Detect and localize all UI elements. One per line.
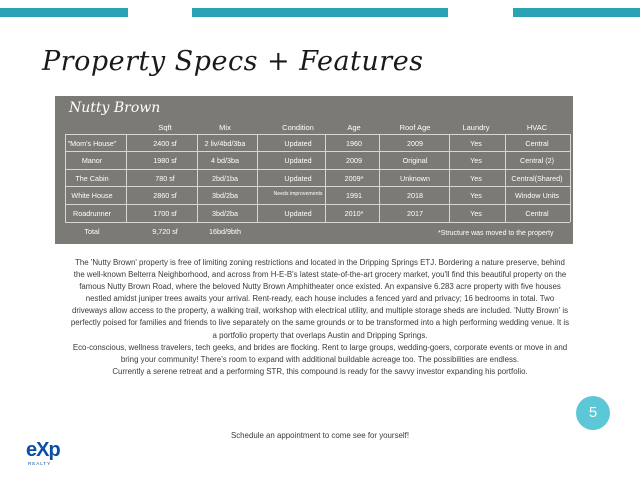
table-row-label: The Cabin bbox=[75, 174, 109, 183]
table-cell: 2018 bbox=[407, 191, 423, 200]
table-cell: Yes bbox=[470, 209, 482, 218]
table-cell: Central bbox=[525, 139, 549, 148]
page-number-badge: 5 bbox=[576, 396, 610, 430]
grid-line-vertical bbox=[197, 134, 198, 222]
table-cell: Central (2) bbox=[520, 156, 554, 165]
grid-line-horizontal bbox=[65, 134, 570, 135]
table-cell: 1980 sf bbox=[153, 156, 177, 165]
grid-line-vertical bbox=[65, 134, 66, 222]
table-cell: 2009 bbox=[346, 156, 362, 165]
table-cell: 1960 bbox=[346, 139, 362, 148]
table-cell: Yes bbox=[470, 191, 482, 200]
grid-line-horizontal bbox=[65, 169, 570, 170]
grid-line-vertical bbox=[449, 134, 450, 222]
total-row-label: Total bbox=[84, 227, 100, 236]
table-cell: Updated bbox=[284, 139, 312, 148]
table-cell: 2010* bbox=[344, 209, 364, 218]
table-row-label: White House bbox=[71, 191, 113, 200]
table-cell: Yes bbox=[470, 139, 482, 148]
table-cell: Updated bbox=[284, 156, 312, 165]
table-footnote: *Structure was moved to the property bbox=[438, 230, 554, 237]
grid-line-vertical bbox=[126, 134, 127, 222]
page-title: Property Specs + Features bbox=[42, 46, 424, 77]
grid-line-horizontal bbox=[65, 151, 570, 152]
column-header-laundry: Laundry bbox=[462, 123, 490, 132]
table-cell: 2860 sf bbox=[153, 191, 177, 200]
table-row-label: Roadrunner bbox=[73, 209, 111, 218]
table-cell: 2400 sf bbox=[153, 139, 177, 148]
table-cell: 2009* bbox=[344, 174, 364, 183]
table-cell: Updated bbox=[284, 209, 312, 218]
table-cell: Yes bbox=[470, 174, 482, 183]
table-cell: 4 bd/3ba bbox=[211, 156, 239, 165]
table-row-label: "Mom's House" bbox=[67, 139, 117, 148]
table-cell: 3bd/2ba bbox=[212, 191, 238, 200]
grid-line-vertical bbox=[257, 134, 258, 222]
grid-line-vertical bbox=[505, 134, 506, 222]
grid-line-vertical bbox=[570, 134, 571, 222]
logo-subtext: REALTY bbox=[28, 461, 52, 466]
table-cell: Needs improvements bbox=[273, 191, 323, 197]
top-accent-bar-left bbox=[0, 8, 128, 17]
top-accent-bar-right bbox=[513, 8, 640, 17]
call-to-action: Schedule an appointment to come see for yourself! bbox=[230, 431, 410, 440]
table-title: Nutty Brown bbox=[69, 100, 161, 116]
table-cell: 1700 sf bbox=[153, 209, 177, 218]
table-cell: 780 sf bbox=[155, 174, 175, 183]
table-cell: Updated bbox=[284, 174, 312, 183]
total-cell: 16bd/9bth bbox=[209, 227, 241, 236]
table-cell: 2017 bbox=[407, 209, 423, 218]
description-paragraph: The 'Nutty Brown' property is free of limiting zoning restrictions and located in the Dripping Springs ETJ. Bordering a nature preserve, behind the well-known Belterra Neighborhood, and across from H-E-B's latest state-of-the-art grocery market, you'll find this beautiful property on the famous Nutty Brown Road, where the beloved Nutty Brown Amphitheater once existed. An expansive 6.283 acre property with five houses nestled amidst juniper trees awaits your arrival. Rent-ready, each house includes a fenced yard and privacy; 16 bedrooms in total. Two driveways allow access to the property, a walking trail, workshop with electrical utility, and multiple storage sheds are included. 'Nutty Brown' is perfectly poised for families and friends to live separately on the same grounds or to be transformed into a high performing wedding venue. It is a portfolio property that overlaps Austin and Dripping Springs. bbox=[70, 258, 570, 340]
table-cell: Unknown bbox=[400, 174, 430, 183]
grid-line-horizontal bbox=[65, 186, 570, 187]
table-cell: 2009 bbox=[407, 139, 423, 148]
table-row-label: Manor bbox=[81, 156, 103, 165]
column-header-age: Age bbox=[347, 123, 361, 132]
grid-line-horizontal bbox=[65, 222, 570, 223]
table-cell: 1991 bbox=[346, 191, 362, 200]
total-cell: 9,720 sf bbox=[152, 227, 178, 236]
logo-wordmark: eXp bbox=[26, 439, 60, 461]
table-cell: Original bbox=[402, 156, 428, 165]
grid-line-vertical bbox=[325, 134, 326, 222]
specs-table-panel bbox=[55, 96, 573, 244]
grid-line-horizontal bbox=[65, 204, 570, 205]
grid-line-vertical bbox=[379, 134, 380, 222]
table-cell: Window Units bbox=[515, 191, 559, 200]
description-paragraph: Currently a serene retreat and a performing STR, this compound is ready for the savvy investor expanding his portfolio. bbox=[112, 366, 528, 376]
table-cell: 2 liv/4bd/3ba bbox=[204, 139, 246, 148]
table-cell: Central bbox=[525, 209, 549, 218]
column-header-sqft: Sqft bbox=[158, 123, 172, 132]
table-cell: 3bd/2ba bbox=[212, 209, 238, 218]
top-accent-bar-center bbox=[192, 8, 448, 17]
description-paragraph: Eco-conscious, wellness travelers, tech geeks, and brides are flocking. Rent to large groups, wedding-goers, corporate events or move in and bring your community! There's room to expand with additional buildable acreage too. The possibilities are endless. bbox=[72, 342, 568, 364]
column-header-condition: Condition bbox=[282, 123, 314, 132]
column-header-mix: Mix bbox=[219, 123, 231, 132]
exp-realty-logo bbox=[26, 440, 70, 470]
column-header-roof-age: Roof Age bbox=[399, 123, 431, 132]
property-description bbox=[70, 257, 570, 378]
table-cell: 2bd/1ba bbox=[212, 174, 238, 183]
table-cell: Central(Shared) bbox=[511, 174, 563, 183]
column-header-hvac: HVAC bbox=[526, 123, 548, 132]
table-cell: Yes bbox=[470, 156, 482, 165]
